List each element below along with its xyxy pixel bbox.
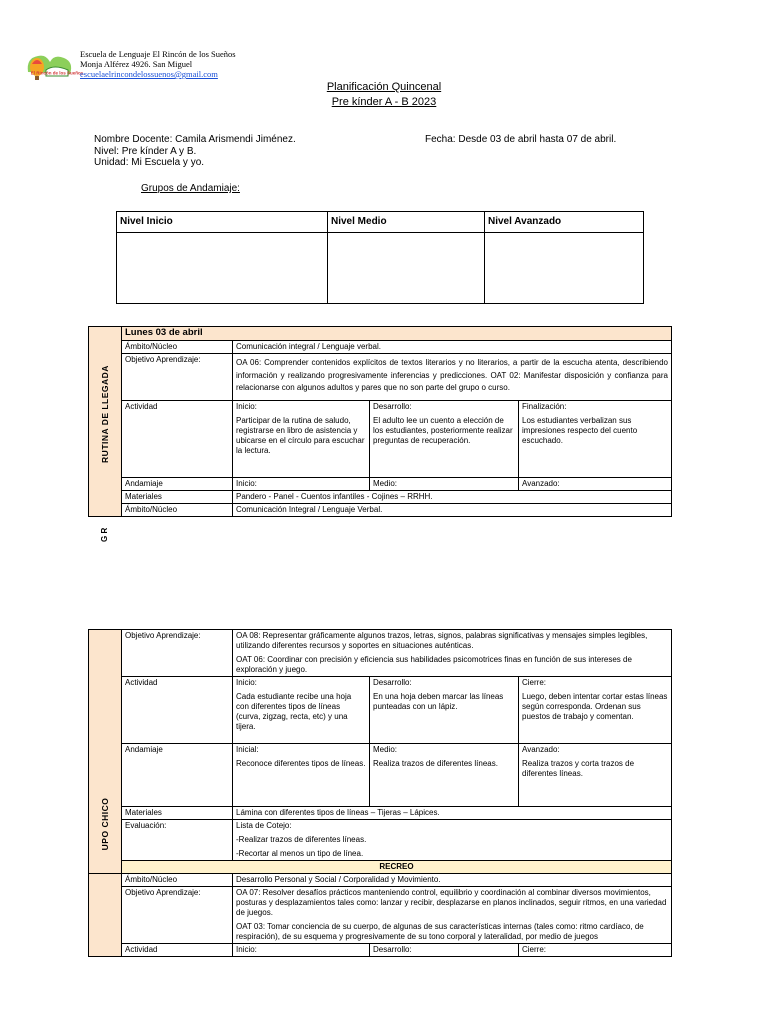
actividad2-desarrollo: Desarrollo: En una hoja deben marcar las líneas punteadas con un lápiz. [370, 677, 519, 744]
andamiaje2-inicial: Inicial: Reconoce diferentes tipos de líneas. [233, 744, 370, 807]
page-title: Planificación Quincenal [326, 81, 442, 93]
actividad-inicio: Inicio: Participar de la rutina de saludo, registrarse en libro de asistencia y ubicarse en el círculo para escuchar la lectura. [233, 400, 370, 477]
actividad-desarrollo: Desarrollo: El adulto lee un cuento a elección de los estudiantes, posteriormente realizar preguntas de recuperación. [370, 400, 519, 477]
date-info: Fecha: Desde 03 de abril hasta 07 de abril. [425, 134, 617, 145]
objetivo3-label: Objetivo Aprendizaje: [122, 887, 233, 944]
ambito3-label: Ámbito/Núcleo [122, 874, 233, 887]
actividad3-desarrollo: Desarrollo: [370, 944, 519, 957]
materiales-value: Pandero - Panel - Cuentos infantiles - Cojines – RRHH. [233, 490, 672, 503]
evaluacion-value: Lista de Cotejo: -Realizar trazos de diferentes líneas. -Recortar al menos un tipo de línea. [233, 820, 672, 861]
recreo-row: RECREO [122, 861, 672, 874]
nivel-medio-cell [328, 233, 485, 304]
actividad2-cierre: Cierre: Luego, deben intentar cortar estas líneas según corresponda. Ordenan sus puestos de trabajo y comentan. [519, 677, 672, 744]
actividad3-label: Actividad [122, 944, 233, 957]
andamiaje-label: Andamiaje [122, 477, 233, 490]
side-label-bottom: G R [100, 527, 109, 542]
ambito3-value: Desarrollo Personal y Social / Corporalidad y Movimiento. [233, 874, 672, 887]
grupos-label: Grupos de Andamiaje: [141, 183, 240, 194]
grupo-chico-side-label-2 [89, 874, 122, 957]
grupo-chico-side-label: UPO CHICO [89, 630, 122, 874]
ambito2-value: Comunicación Integral / Lenguaje Verbal. [233, 503, 672, 516]
nivel-inicio-cell [117, 233, 328, 304]
unit-info: Unidad: Mi Escuela y yo. [94, 157, 205, 168]
school-email-link[interactable]: escuelaelrincondelossuenos@gmail.com [80, 69, 218, 79]
logo-text: El Rincón de los Sueños [30, 70, 84, 76]
teacher-info [94, 134, 296, 169]
school-info [80, 49, 236, 79]
nivel-avanzado-header: Nivel Avanzado [485, 212, 644, 233]
school-name: Escuela de Lenguaje El Rincón de los Sueños [80, 49, 236, 59]
andamiaje-avanzado: Avanzado: [519, 477, 672, 490]
actividad-finalizacion: Finalización: Los estudiantes verbalizan sus impresiones respecto del cuento escuchado. [519, 400, 672, 477]
nivel-avanzado-cell [485, 233, 644, 304]
materiales2-label: Materiales [122, 807, 233, 820]
objetivo3-value: OA 07: Resolver desafíos prácticos manteniendo control, equilibrio y coordinación al combinar diversos movimientos, posturas y desplazamientos tales como: lanzar y recibir, desplazarse en planos inclinados, seguir ritmos, en una variedad de juegos. OAT 03: Tomar conciencia de su cuerpo, de algunas de sus características internas (tales como: ritmo cardíaco, de respiración), de su esquema y progresivamente de su tono corporal y lateralidad, por medio de juegos [233, 887, 672, 944]
nivel-medio-header: Nivel Medio [328, 212, 485, 233]
ambito-label: Ámbito/Núcleo [122, 341, 233, 354]
actividad3-inicio: Inicio: [233, 944, 370, 957]
objetivo2-label: Objetivo Aprendizaje: [122, 630, 233, 677]
andamiaje2-label: Andamiaje [122, 744, 233, 807]
andamiaje2-avanzado: Avanzado: Realiza trazos y corta trazos de diferentes líneas. [519, 744, 672, 807]
actividad3-cierre: Cierre: [519, 944, 672, 957]
materiales-label: Materiales [122, 490, 233, 503]
materiales2-value: Lámina con diferentes tipos de líneas – Tijeras – Lápices. [233, 807, 672, 820]
grupos-table [116, 211, 644, 304]
teacher-name: Nombre Docente: Camila Arismendi Jiménez. [94, 134, 296, 145]
level-info: Nivel: Pre kínder A y B. [94, 145, 197, 157]
nivel-inicio-header: Nivel Inicio [117, 212, 328, 233]
ambito-value: Comunicación integral / Lenguaje verbal. [233, 341, 672, 354]
evaluacion-label: Evaluación: [122, 820, 233, 861]
actividad2-label: Actividad [122, 677, 233, 744]
objetivo-label: Objetivo Aprendizaje: [122, 354, 233, 401]
rutina-side-label: RUTINA DE LLEGADA [89, 327, 122, 517]
page-subtitle: Pre kínder A - B 2023 [331, 96, 437, 108]
andamiaje-medio: Medio: [370, 477, 519, 490]
school-logo [24, 50, 84, 84]
andamiaje-inicio: Inicio: [233, 477, 370, 490]
lunes-table [88, 326, 672, 517]
andamiaje2-medio: Medio: Realiza trazos de diferentes líneas. [370, 744, 519, 807]
objetivo-value: OA 06: Comprender contenidos explícitos de textos literarios y no literarios, a partir de la escucha atenta, describiendo información y realizando progresivamente inferencias y predicciones. OAT 02: Manifestar disposición y confianza para relacionarse con algunos adultos y pares que no son parte del grupo o curso. [233, 354, 672, 401]
actividad-label: Actividad [122, 400, 233, 477]
day-header: Lunes 03 de abril [122, 327, 672, 341]
actividad2-inicio: Inicio: Cada estudiante recibe una hoja con diferentes tipos de líneas (curva, zigzag, recta, etc) y una tijera. [233, 677, 370, 744]
ambito2-label: Ámbito/Núcleo [122, 503, 233, 516]
objetivo2-value: OA 08: Representar gráficamente algunos trazos, letras, signos, palabras significativas y mensajes simples legibles, utilizando diferentes recursos y soportes en situaciones auténticas. OAT 06: Coordinar con precisión y eficiencia sus habilidades psicomotrices finas en función de sus intereses de exploración y juego. [233, 630, 672, 677]
grupo-chico-table [88, 629, 672, 957]
school-address: Monja Alférez 4926. San Miguel [80, 59, 193, 69]
